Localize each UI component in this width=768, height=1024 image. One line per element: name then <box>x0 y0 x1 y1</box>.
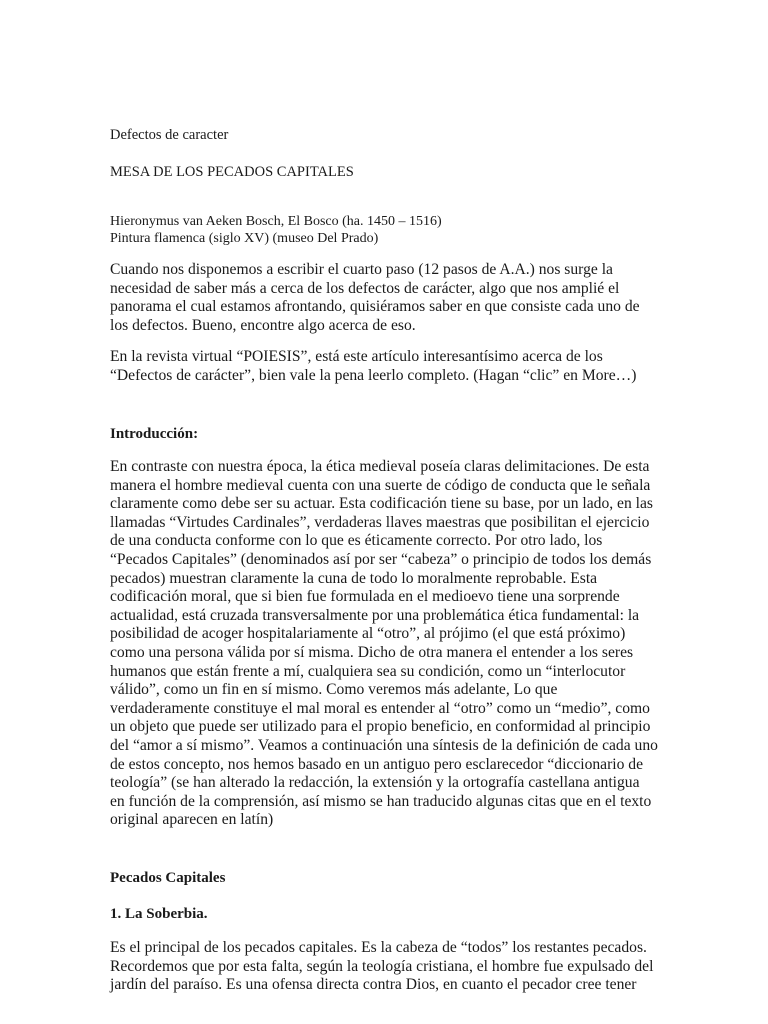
paragraph-soberbia: Es el principal de los pecados capitales. Es la cabeza de “todos” los restantes pecados. Recordemos que por esta falta, según la teología cristiana, el hombre fue expulsado del jardín del paraíso. Es una ofensa directa contra Dios, en cuanto el pecador cree tener <box>110 939 654 994</box>
paragraph-intro-context: Cuando nos disponemos a escribir el cuarto paso (12 pasos de A.A.) nos surge la necesidad de saber más a cerca de los defectos de carácter, algo que nos amplié el panorama el cual estamos afrontando, quisiéramos saber en que consiste cada uno de los defectos. Bueno, encontre algo acerca de eso. <box>110 261 640 334</box>
document-title: Defectos de caracter <box>110 127 229 143</box>
document-subtitle: MESA DE LOS PECADOS CAPITALES <box>110 164 354 180</box>
paragraph-introduccion: En contraste con nuestra época, la ética medieval poseía claras delimitaciones. De esta manera el hombre medieval cuenta con una suerte de código de conducta que le señala claramente como debe ser su actuar. Esta codificación tiene su base, por un lado, en las llamadas “Virtudes Cardinales”, verdaderas llaves maestras que posibilitan el ejercicio de una conducta conforme con lo que es éticamente correcto. Por otro lado, los “Pecados Capitales” (denominados así por ser “cabeza” o principio de todos los demás pecados) muestran claramente la cuna de todo lo moralmente reprobable. Esta codificación moral, que si bien fue formulada en el medioevo tiene una sorprende actualidad, está cruzada transversalmente por una problemática ética fundamental: la posibilidad de acoger hospitalariamente al “otro”, al prójimo (el que está próximo) como una persona válida por sí misma. Dicho de otra manera el entender a los seres humanos que están frente a mí, cualquiera sea su condición, como un “interlocutor válido”, como un fin en sí mismo. Como veremos más adelante, Lo que verdaderamente constituye el mal moral es entender al “otro” como un “medio”, como un objeto que puede ser utilizado para el propio beneficio, en conformidad al principio del “amor a sí mismo”. Veamos a continuación una síntesis de la definición de cada uno de estos concepto, nos hemos basado en un antiguo pero esclarecedor “diccionario de teología” (se han alterado la redacción, la extensión y la ortografía castellana antigua en función de la comprensión, así mismo se han traducido algunas citas que en el texto original aparecen en latín) <box>110 458 658 829</box>
credits-line-origin: Pintura flamenca (siglo XV) (museo Del Prado) <box>110 231 379 246</box>
paragraph-poiesis-reference: En la revista virtual “POIESIS”, está este artículo interesantísimo acerca de los “Defectos de carácter”, bien vale la pena leerlo completo. (Hagan “clic” en More…) <box>110 348 637 384</box>
heading-soberbia: 1. La Soberbia. <box>110 906 208 922</box>
heading-introduccion: Introducción: <box>110 426 199 442</box>
credits-line-artist: Hieronymus van Aeken Bosch, El Bosco (ha. 1450 – 1516) <box>110 214 442 229</box>
heading-pecados-capitales: Pecados Capitales <box>110 870 226 886</box>
painting-credits <box>110 213 442 247</box>
